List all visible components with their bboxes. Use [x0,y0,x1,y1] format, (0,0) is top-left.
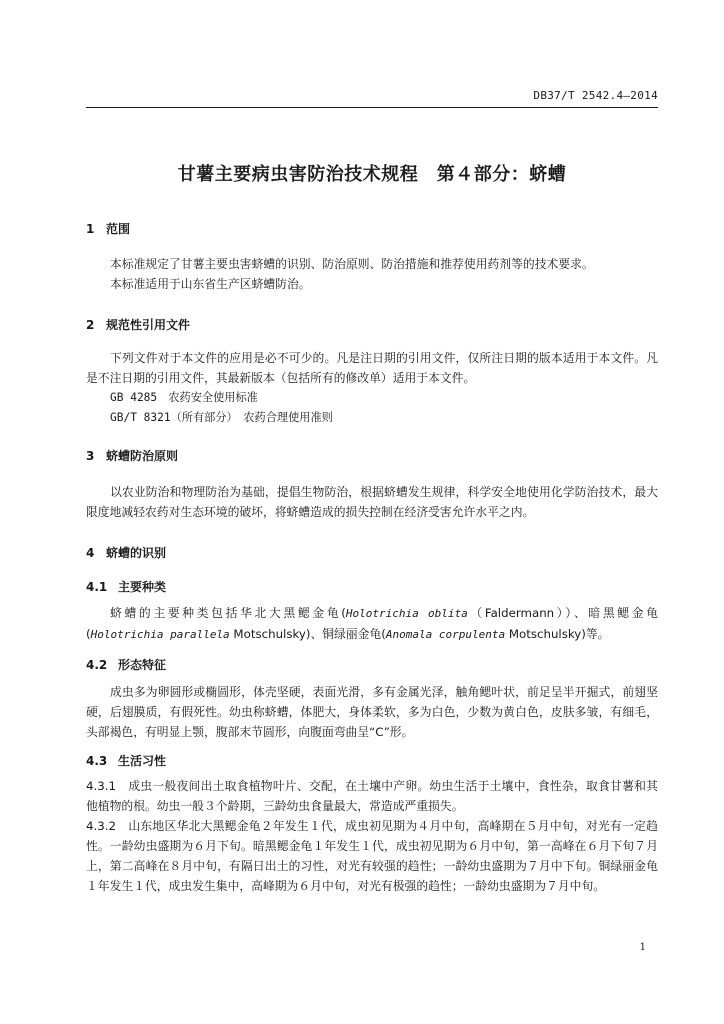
section-2-paragraph: 下列文件对于本文件的应用是必不可少的。凡是注日期的引用文件，仅所注日期的版本适用于本文件。凡是不注日期的引用文件，其最新版本（包括所有的修改单）适用于本文件。 [86,351,658,385]
text-run: （Faldermann））、暗黑鳃金龟( [86,606,658,641]
subsection-number: 4.3 [86,754,108,768]
subsection-number: 4.1 [86,580,108,594]
clause-4-3-2 [86,816,658,896]
clause-number: 4.3.2 [86,819,117,833]
section-number: 4 [86,546,95,560]
page-number: 1 [639,942,646,953]
latin-species-name: Holotrichia parallela [90,628,230,641]
subsection-4-2-heading [86,656,166,673]
normative-reference-1: GB 4285 农药安全使用标准 [110,391,258,404]
subsection-title: 生活习性 [118,754,167,768]
subsection-title: 形态特征 [118,658,167,672]
section-2-heading [86,316,190,333]
document-title: 甘薯主要病虫害防治技术规程 第４部分：蛴螬 [177,164,567,185]
text-run: Motschulsky)等。 [505,627,610,641]
section-title: 蛴螬防治原则 [106,449,179,463]
latin-species-name: Holotrichia oblita [345,607,468,620]
latin-species-name: Anomala corpulenta [385,628,506,641]
section-title: 范围 [106,222,131,236]
subsection-number: 4.2 [86,658,108,672]
section-number: 3 [86,449,95,463]
clause-text: 成虫一般夜间出土取食植物叶片、交配，在土壤中产卵。幼虫生活于土壤中，食性杂，取食甘薯和其他植物的根。幼虫一般３个龄期，三龄幼虫食量最大，常造成严重损失。 [86,779,658,813]
subsection-4-3-heading [86,752,166,769]
clause-text: 山东地区华北大黑鳃金龟２年发生１代，成虫初见期为４月中旬，高峰期在５月中旬，对光有一定趋性。一龄幼虫盛期为６月下旬。暗黑鳃金龟１年发生１代，成虫初见期为６月中旬，第一高峰在６月下旬７月上，第二高峰在８月中旬，有隔日出土的习性，对光有较强的趋性；一龄幼虫盛期为７月中下旬。铜绿丽金龟１年发生１代，成虫发生集中，高峰期为６月中旬，对光有极强的趋性；一龄幼虫盛期为７月中旬。 [86,819,658,893]
subsection-4-2-paragraph: 成虫多为卵圆形或椭圆形，体壳坚硬，表面光滑，多有金属光泽，触角鳃叶状，前足呈半开掘式，前翅坚硬，后翅膜质，有假死性。幼虫称蛴螬，体肥大，身体柔软，多为白色，少数为黄白色，皮肤多皱，有细毛，头部褐色，有明显上颚，腹部末节圆形，向腹面弯曲呈“C”形。 [86,685,658,739]
subsection-4-1-heading [86,578,166,595]
subsection-title: 主要种类 [118,580,167,594]
clause-number: 4.3.1 [86,779,117,793]
normative-reference-2: GB/T 8321（所有部分） 农药合理使用准则 [110,411,333,424]
section-3-paragraph: 以农业防治和物理防治为基础，提倡生物防治，根据蛴螬发生规律，科学安全地使用化学防治技术，最大限度地减轻农药对生态环境的破坏，将蛴螬造成的损失控制在经济受害允许水平之内。 [86,485,658,519]
section-4-heading [86,544,166,561]
section-1-paragraph-1: 本标准规定了甘薯主要虫害蛴螬的识别、防治原则、防治措施和推荐使用药剂等的技术要求。 [110,257,594,271]
section-number: 2 [86,318,95,332]
section-1-heading [86,220,130,237]
header-divider [86,107,658,108]
subsection-4-1-paragraph [86,603,658,645]
section-1-paragraph-2: 本标准适用于山东省生产区蛴螬防治。 [110,277,311,291]
document-code: DB37/T 2542.4—2014 [533,89,658,102]
section-title: 规范性引用文件 [106,318,191,332]
section-number: 1 [86,222,95,236]
clause-4-3-1 [86,776,658,816]
section-title: 蛴螬的识别 [106,546,167,560]
section-3-heading [86,447,178,464]
text-run: 蛴螬的主要种类包括华北大黑鳃金龟( [110,606,346,620]
text-run: Motschulsky)、铜绿丽金龟( [229,627,386,641]
